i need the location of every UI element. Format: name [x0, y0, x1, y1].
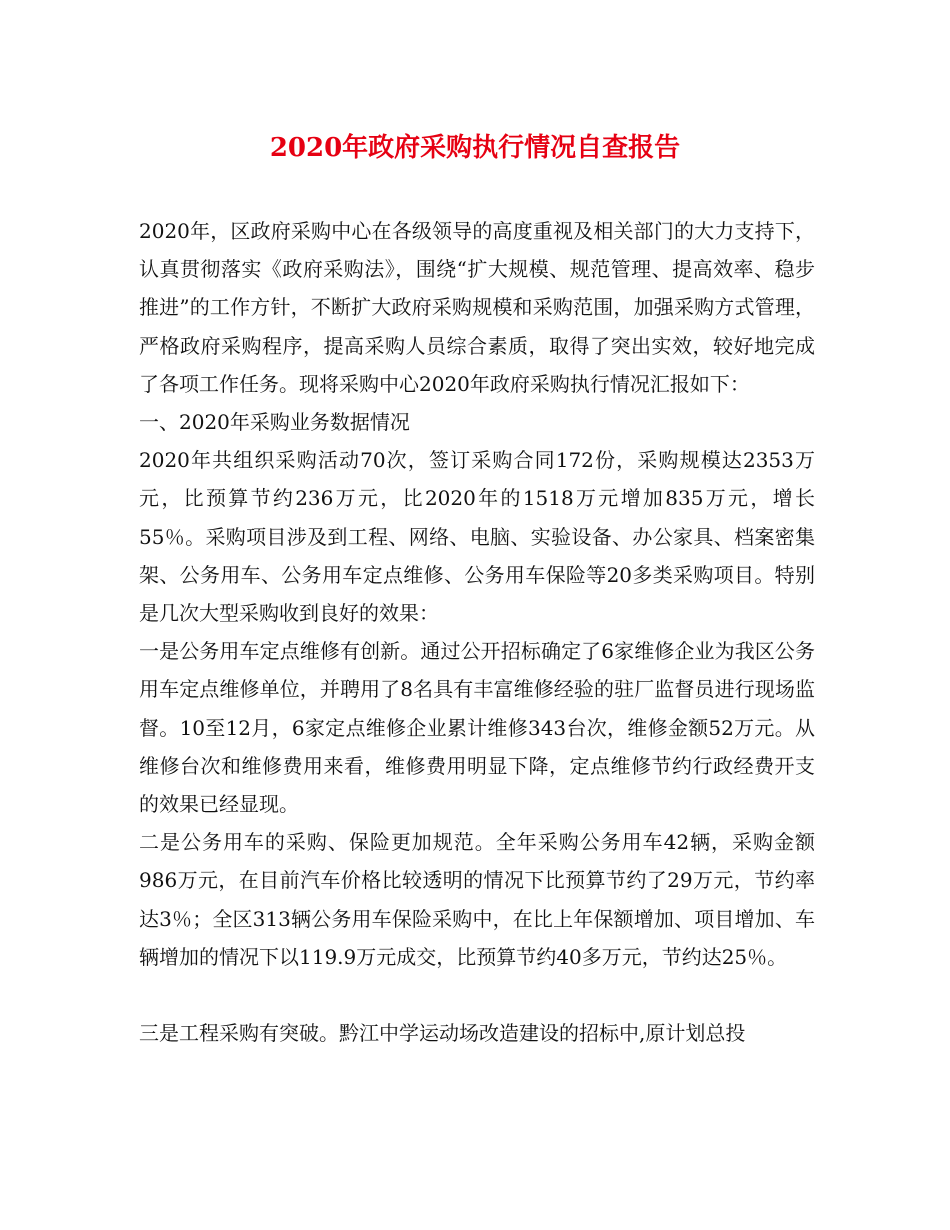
paragraph-point-2: 二是公务用车的采购、保险更加规范。全年采购公务用车42辆，采购金额986万元，在目前汽车价格比较透明的情况下比预算节约了29万元，节约率达3％；全区313辆公务用车保险采购中，在比上年保额增加、项目增加、车辆增加的情况下以119.9万元成交，比预算节约40多万元，节约达25％。	[139, 830, 815, 969]
document-title: 2020年政府采购执行情况自查报告	[269, 133, 681, 163]
document-body	[139, 212, 815, 1052]
section-heading-1: 一、2020年采购业务数据情况	[139, 410, 410, 435]
paragraph-intro: 2020年，区政府采购中心在各级领导的高度重视及相关部门的大力支持下，认真贯彻落实《政府采购法》，围绕“扩大规模、规范管理、提高效率、稳步推进”的工作方针，不断扩大政府采购规模和采购范围，加强采购方式管理，严格政府采购程序，提高采购人员综合素质，取得了突出实效，较好地完成了各项工作任务。现将采购中心2020年政府采购执行情况汇报如下：	[139, 219, 815, 396]
paragraph-point-1: 一是公务用车定点维修有创新。通过公开招标确定了6家维修企业为我区公务用车定点维修单位，并聘用了8名具有丰富维修经验的驻厂监督员进行现场监督。10至12月，6家定点维修企业累计维修343台次，维修金额52万元。从维修台次和维修费用来看，维修费用明显下降，定点维修节约行政经费开支的效果已经显现。	[139, 639, 815, 817]
paragraph-data-summary: 2020年共组织采购活动70次，签订采购合同172份，采购规模达2353万元，比预算节约236万元，比2020年的1518万元增加835万元，增长55％。采购项目涉及到工程、网络、电脑、实验设备、办公家具、档案密集架、公务用车、公务用车定点维修、公务用车保险等20多类采购项目。特别是几次大型采购收到良好的效果：	[139, 448, 815, 626]
paragraph-point-3: 三是工程采购有突破。黔江中学运动场改造建设的招标中,原计划总投	[139, 1021, 746, 1046]
